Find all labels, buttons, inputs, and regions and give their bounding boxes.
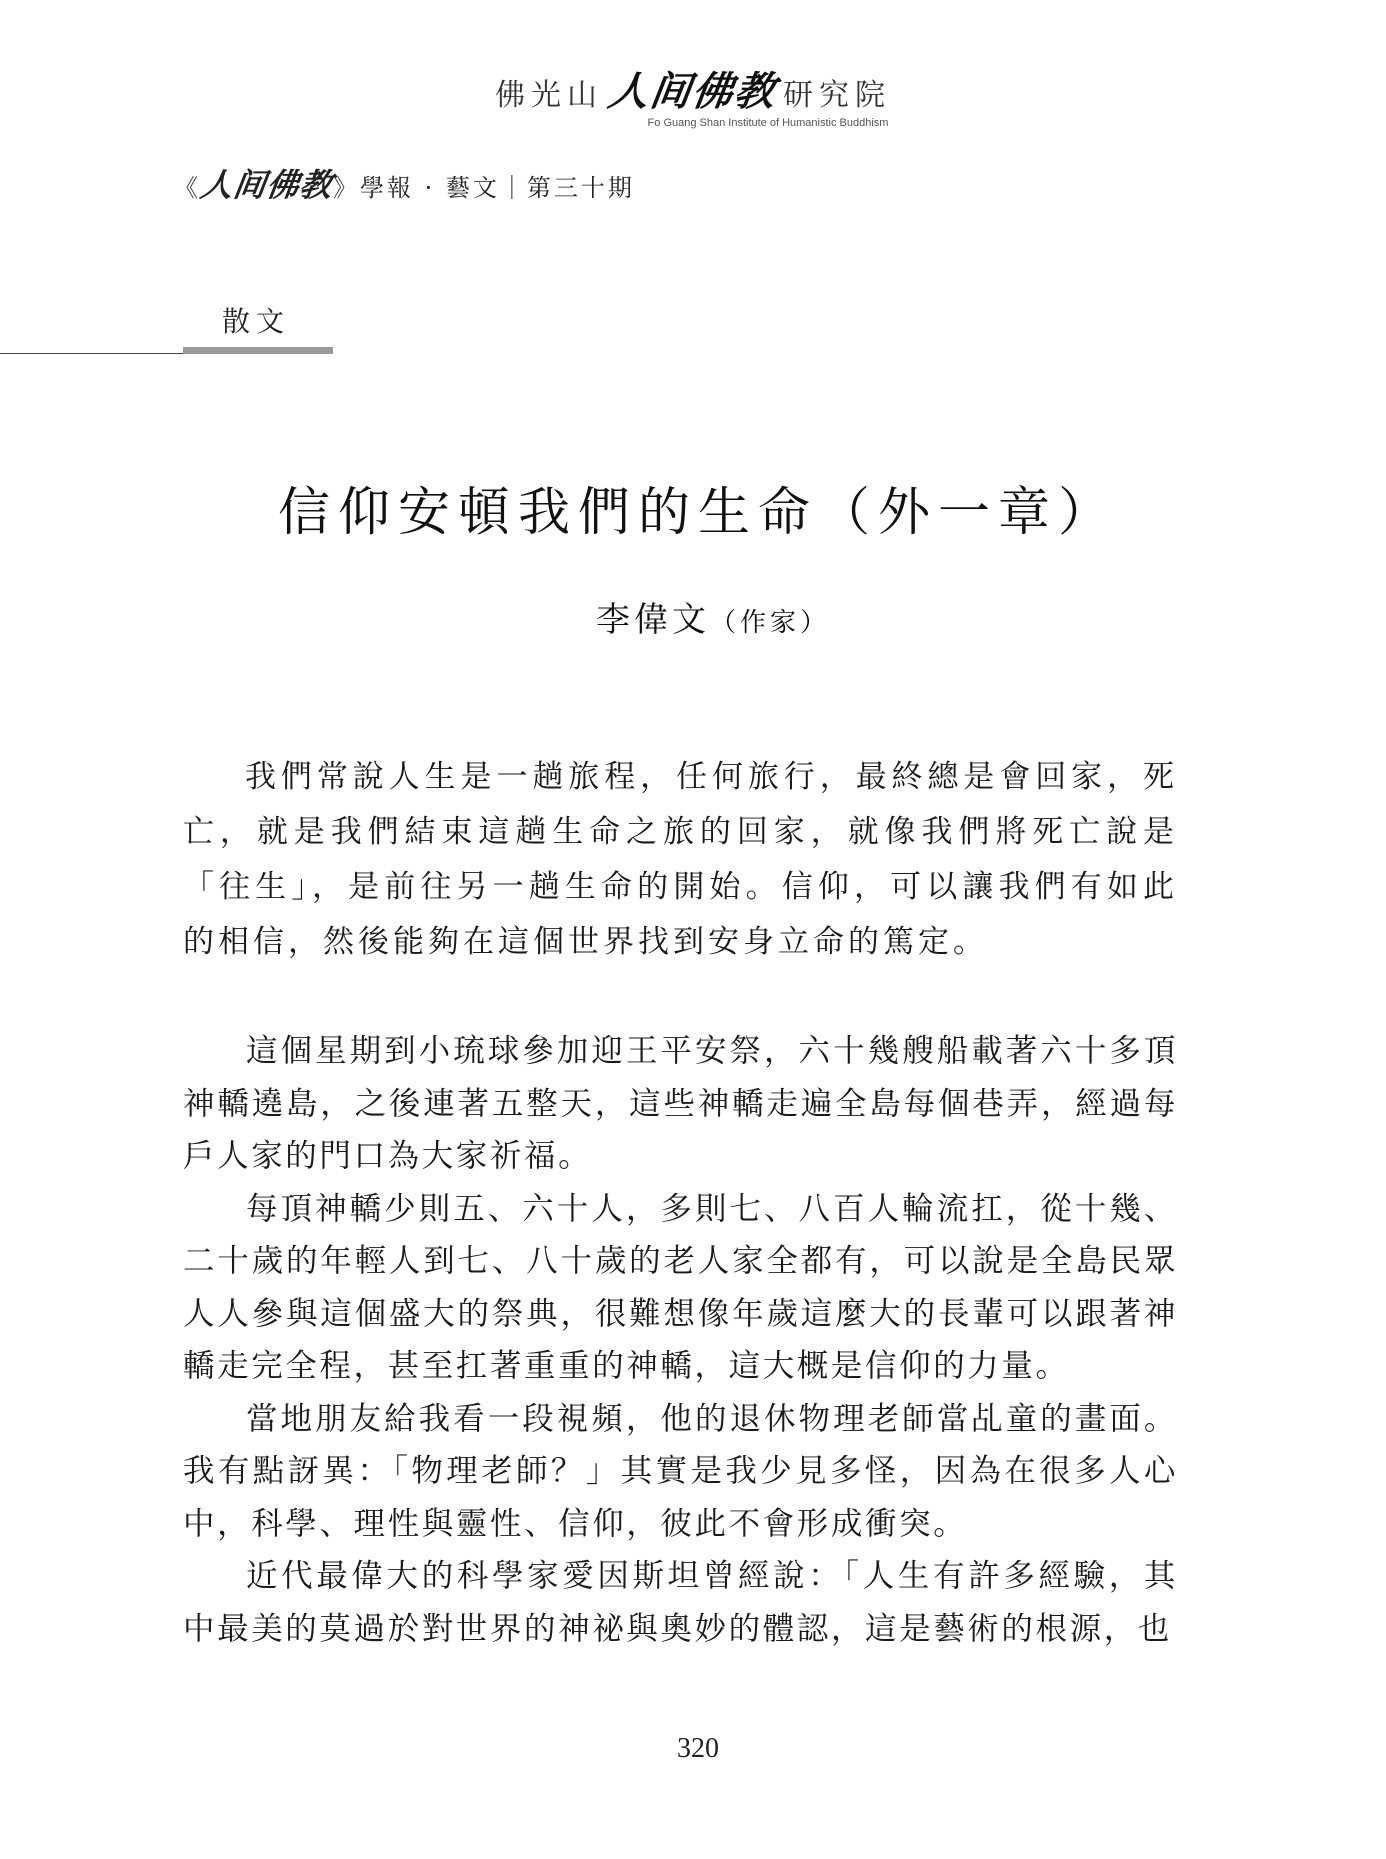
journal-issue-line — [174, 160, 635, 206]
body-paragraph: 這個星期到小琉球參加迎王平安祭，六十幾艘船載著六十多頂神轎遶島，之後連著五整天，這些神轎走遍全島每個巷弄，經過每戶人家的門口為大家祈福。 — [183, 1033, 1178, 1174]
institute-name — [495, 60, 891, 117]
institute-header — [0, 60, 1386, 129]
intro-paragraph: 我們常說人生是一趟旅程，任何旅行，最終總是會回家，死亡，就是我們結束這趟生命之旅的回家，就像我們將死亡說是「往生」，是前往另一趟生命的開始。信仰，可以讓我們有如此的相信，然後能夠在這個世界找到安身立命的篤定。 — [183, 759, 1178, 960]
section-label: 散文 — [222, 305, 291, 338]
body-paragraph: 當地朋友給我看一段視頻，他的退休物理老師當乩童的畫面。我有點訝異：「物理老師？」其實是我少見多怪，因為在很多人心中，科學、理性與靈性、信仰，彼此不會形成衝突。 — [183, 1400, 1178, 1542]
section-divider-bar — [183, 347, 333, 354]
article-author — [0, 592, 1386, 641]
institute-english-name: Fo Guang Shan Institute of Humanistic Buddhism — [647, 117, 889, 129]
author-role: （作家） — [709, 608, 830, 638]
institute-brand-logo: 人间佛教 — [605, 68, 780, 115]
journal-open-bracket: 《 — [174, 174, 201, 202]
journal-close-bracket: 》 — [333, 174, 361, 202]
institute-prefix: 佛光山 — [495, 78, 603, 113]
journal-issue-text: 學報 · 藝文｜第三十期 — [360, 174, 635, 202]
article-title: 信仰安頓我們的生命（外一章） — [277, 483, 1118, 543]
body-paragraph: 近代最偉大的科學家愛因斯坦曾經說：「人生有許多經驗，其中最美的莫過於對世界的神祕與奧妙的體認，這是藝術的根源，也 — [183, 1558, 1178, 1647]
article-body — [183, 1025, 1178, 1655]
body-paragraph: 每頂神轎少則五、六十人，多則七、八百人輪流扛，從十幾、二十歲的年輕人到七、八十歲的老人家全都有，可以說是全島民眾人人參與這個盛大的祭典，很難想像年歲這麼大的長輩可以跟著神轎走完全程，甚至扛著重重的神轎，這大概是信仰的力量。 — [183, 1190, 1178, 1384]
author-name: 李偉文 — [595, 600, 710, 640]
institute-suffix: 研究院 — [783, 78, 891, 113]
page-number: 320 — [677, 1733, 719, 1764]
journal-brand-logo: 人间佛教 — [198, 166, 336, 204]
intro-block — [183, 750, 1178, 970]
